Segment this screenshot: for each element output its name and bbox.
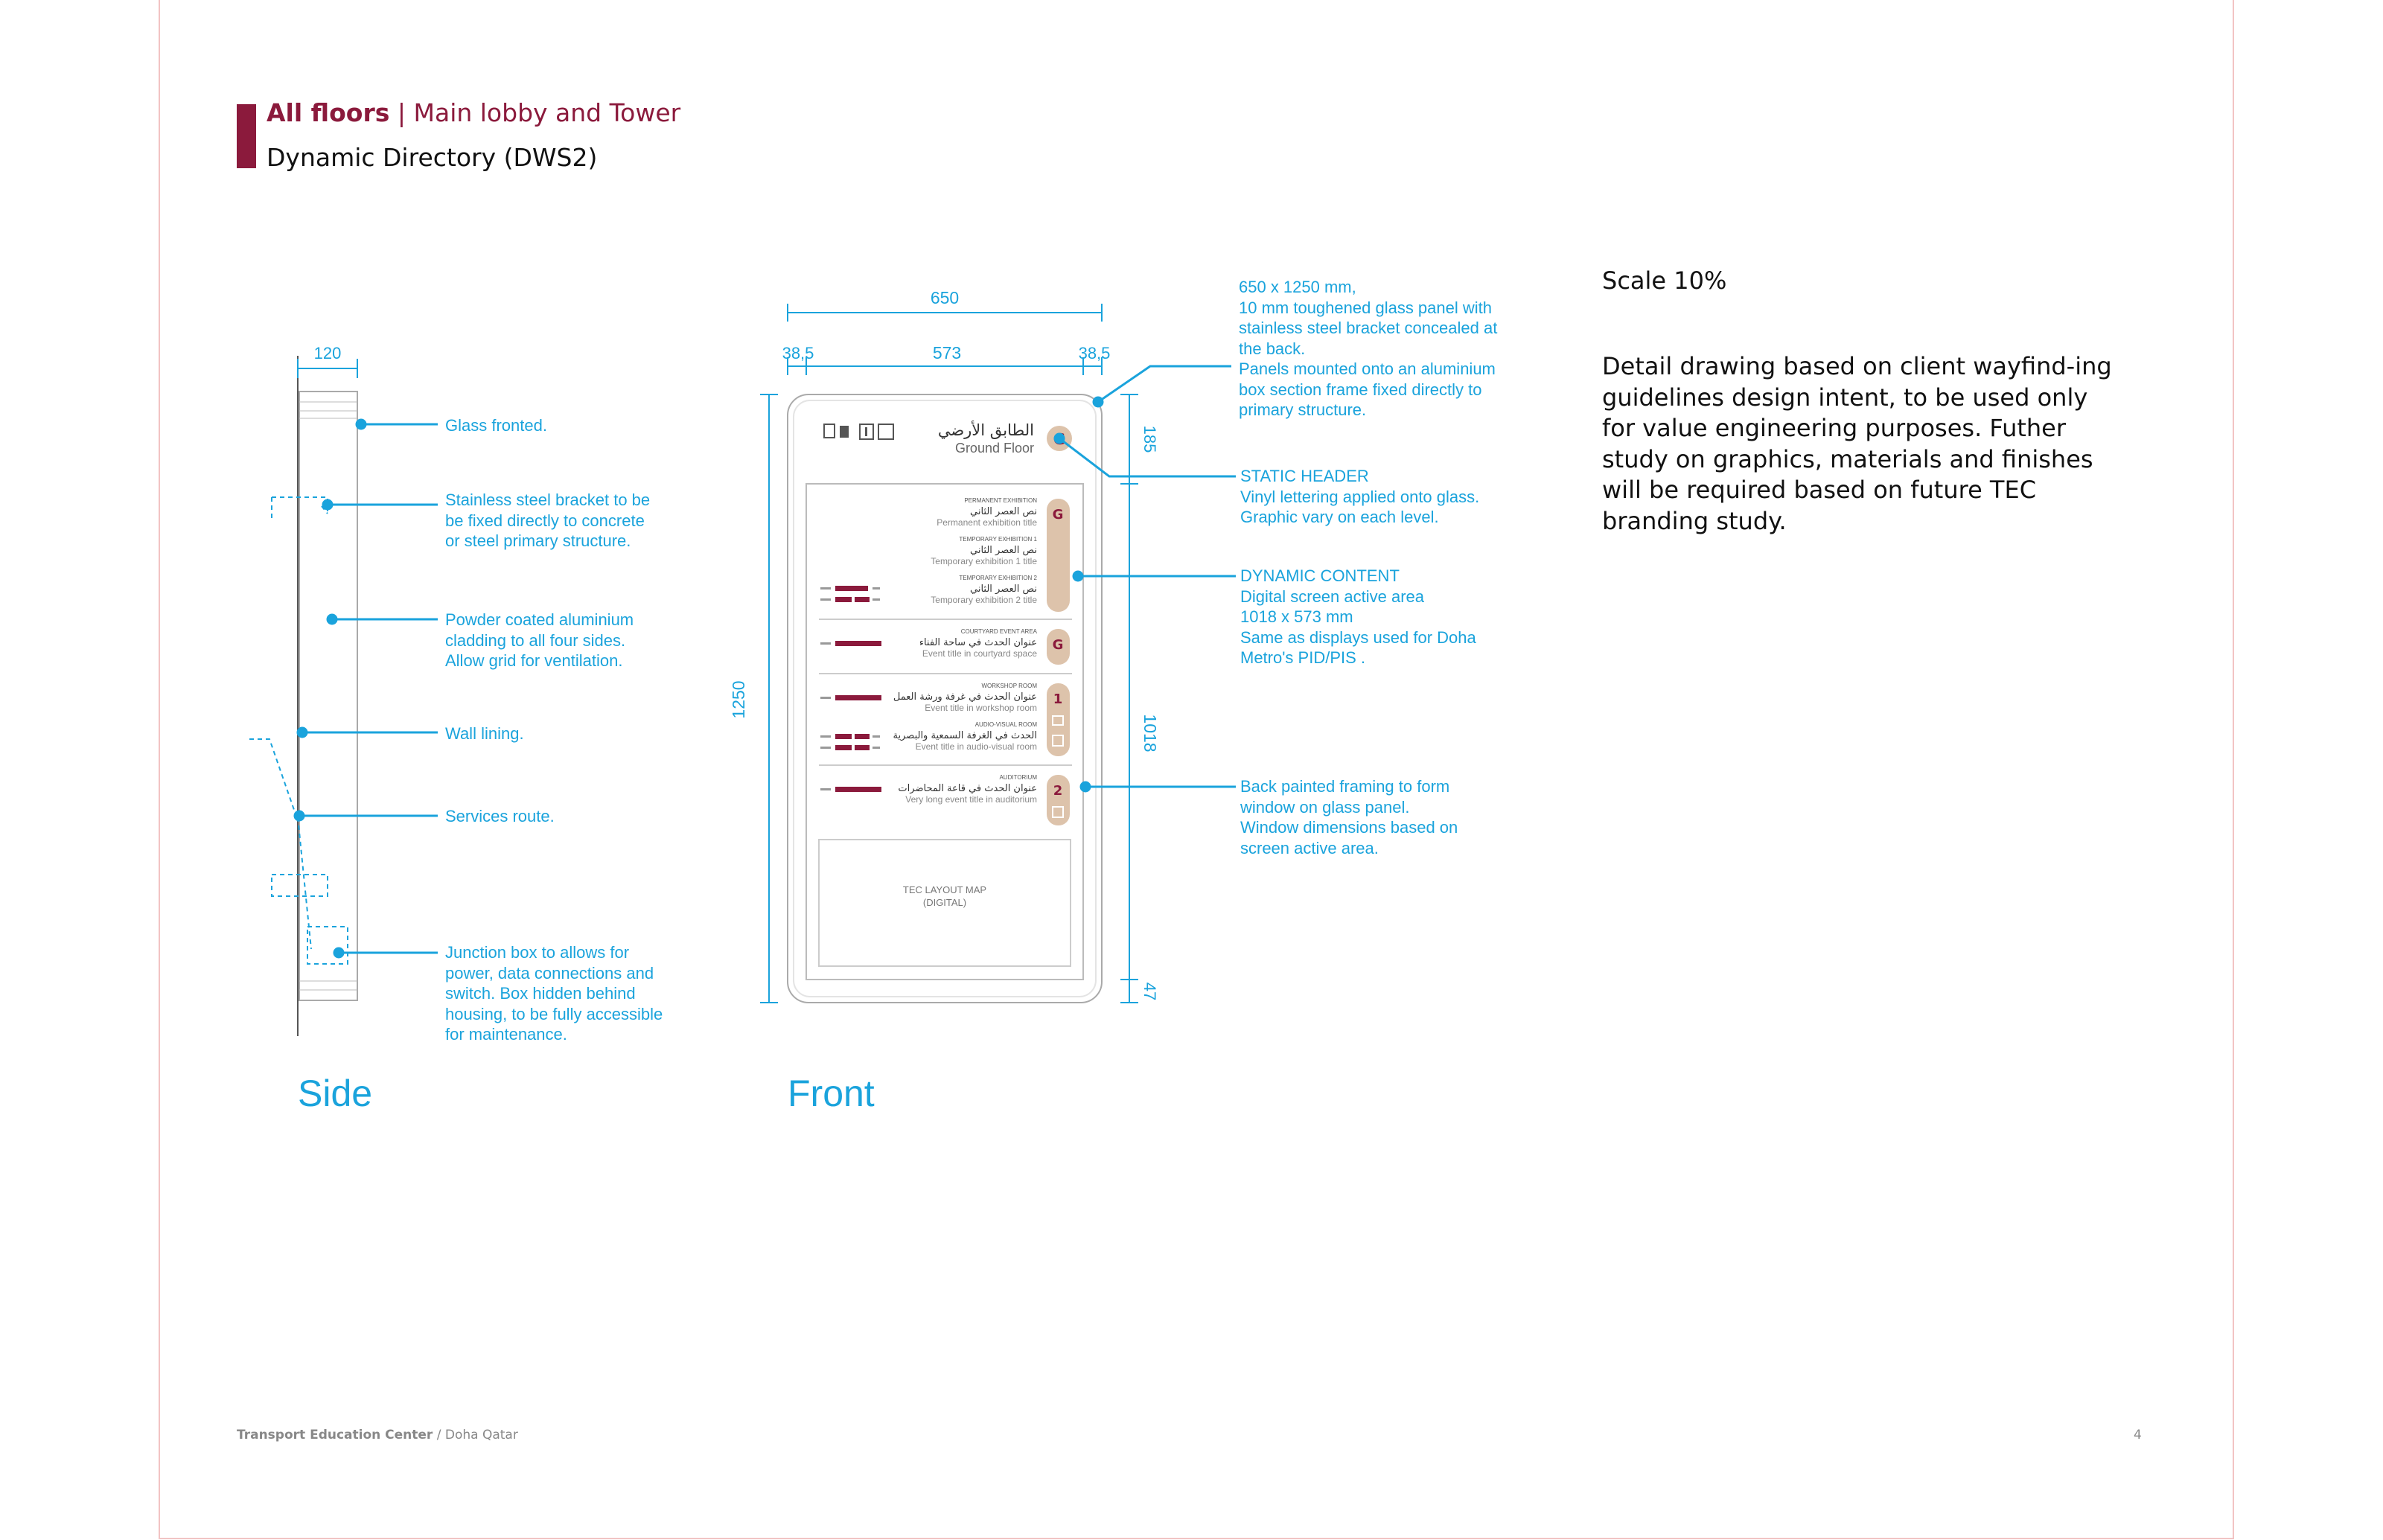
side-annotation-junction-box: Junction box to allows for power, data connections and switch. Box hidden behind housing, to be fully accessible for maintenance. <box>445 943 663 1044</box>
scale-label: Scale 10% <box>1602 266 1727 295</box>
entry-label: COURTYARD EVENT AREA <box>960 628 1037 635</box>
entry-label: AUDIO-VISUAL ROOM <box>974 721 1037 728</box>
front-annotation-dynamic-content: DYNAMIC CONTENT Digital screen active area 1018 x 573 mm Same as displays used for Doha Metro's PID/PIS . <box>1240 566 1476 667</box>
map-label: TEC LAYOUT MAP <box>902 884 987 895</box>
entry-label: TEMPORARY EXHIBITION 1 <box>959 536 1037 543</box>
entry-arabic: نص العصر الثاني <box>969 545 1037 556</box>
front-dim-bottom: 47 <box>1141 982 1159 1001</box>
side-annotation-services-route: Services route. <box>445 807 555 825</box>
entry-english: Temporary exhibition 1 title <box>931 556 1037 566</box>
page-number: 4 <box>2134 1428 2142 1442</box>
side-leaders <box>295 420 438 957</box>
front-dim-height: 1250 <box>729 680 748 719</box>
time-chip-label <box>820 642 831 645</box>
entry-english: Event title in courtyard space <box>922 648 1037 659</box>
front-dim-center: 573 <box>932 343 962 362</box>
group-4-badge: 2 <box>1053 783 1063 799</box>
entry-label: TEMPORARY EXHIBITION 2 <box>959 575 1037 581</box>
entry-label: WORKSHOP ROOM <box>981 683 1037 689</box>
entry-english: Event title in workshop room <box>925 703 1037 713</box>
front-annotation-framing: Back painted framing to form window on glass panel. Window dimensions based on screen active area. <box>1240 777 1458 857</box>
footer: Transport Education Center / Doha Qatar <box>237 1428 518 1442</box>
front-dim-right: 38,5 <box>1078 344 1111 362</box>
side-annotation-bracket: Stainless steel bracket to be be fixed directly to concrete or steel primary structure. <box>445 491 651 550</box>
time-chip <box>835 787 881 792</box>
group-2-badge: G <box>1052 637 1064 653</box>
page-subtitle: Dynamic Directory (DWS2) <box>267 143 598 172</box>
time-chip <box>835 641 881 646</box>
entry-english: Event title in audio-visual room <box>915 741 1037 752</box>
entry-english: Temporary exhibition 2 title <box>931 595 1037 605</box>
entry-arabic: عنوان الحدث في ساحة الفناء <box>919 637 1037 648</box>
front-dim-header: 185 <box>1141 425 1159 453</box>
side-annotation-wall-lining: Wall lining. <box>445 724 524 743</box>
side-view-drawing <box>249 356 357 1036</box>
front-dim-left: 38,5 <box>782 344 814 362</box>
front-dim-screen: 1018 <box>1141 714 1160 753</box>
entry-english: Permanent exhibition title <box>937 517 1037 528</box>
front-view-label: Front <box>788 1073 875 1114</box>
entry-label: AUDITORIUM <box>999 774 1037 781</box>
header-arabic: الطابق الأرضي <box>937 421 1034 439</box>
side-dim-width: 120 <box>313 344 342 362</box>
front-dim-total-width: 650 <box>930 288 960 307</box>
group-1-badge: G <box>1052 507 1064 523</box>
entry-english: Very long event title in auditorium <box>905 794 1037 805</box>
entry-arabic: نص العصر الثاني <box>969 584 1037 595</box>
entry-arabic: عنوان الحدث في غرفة ورشة العمل <box>893 691 1037 703</box>
header-english: Ground Floor <box>954 441 1034 456</box>
group-3-badge: 1 <box>1053 691 1063 707</box>
sign-panel <box>788 394 1102 1003</box>
front-annotation-glass-panel: 650 x 1250 mm, 10 mm toughened glass panel with stainless steel bracket concealed at the back. Panels mounted onto an aluminium box section frame fixed directly to primary structure. <box>1239 278 1498 419</box>
entry-arabic: عنوان الحدث في قاعة المحاضرات <box>898 783 1037 794</box>
entry-label: PERMANENT EXHIBITION <box>964 497 1037 504</box>
entry-arabic: الحدث في الغرفة السمعية والبصرية <box>893 730 1037 741</box>
entry-arabic: نص العصر الثاني <box>969 506 1037 517</box>
design-note: Detail drawing based on client wayfind-ing guidelines design intent, to be used only for value engineering purposes. Futher study on graphics, materials and finishes will be required based on future TEC branding study. <box>1602 352 2112 535</box>
side-view-label: Side <box>298 1073 373 1114</box>
side-annotation-cladding: Powder coated aluminium cladding to all four sides. Allow grid for ventilation. <box>445 610 634 670</box>
page-title: All floors | Main lobby and Tower <box>267 98 681 127</box>
map-sublabel: (DIGITAL) <box>922 897 967 908</box>
time-chip-label <box>820 788 831 790</box>
front-annotation-static-header: STATIC HEADER Vinyl lettering applied onto glass. Graphic vary on each level. <box>1240 467 1480 526</box>
side-annotation-glass: Glass fronted. <box>445 416 547 435</box>
